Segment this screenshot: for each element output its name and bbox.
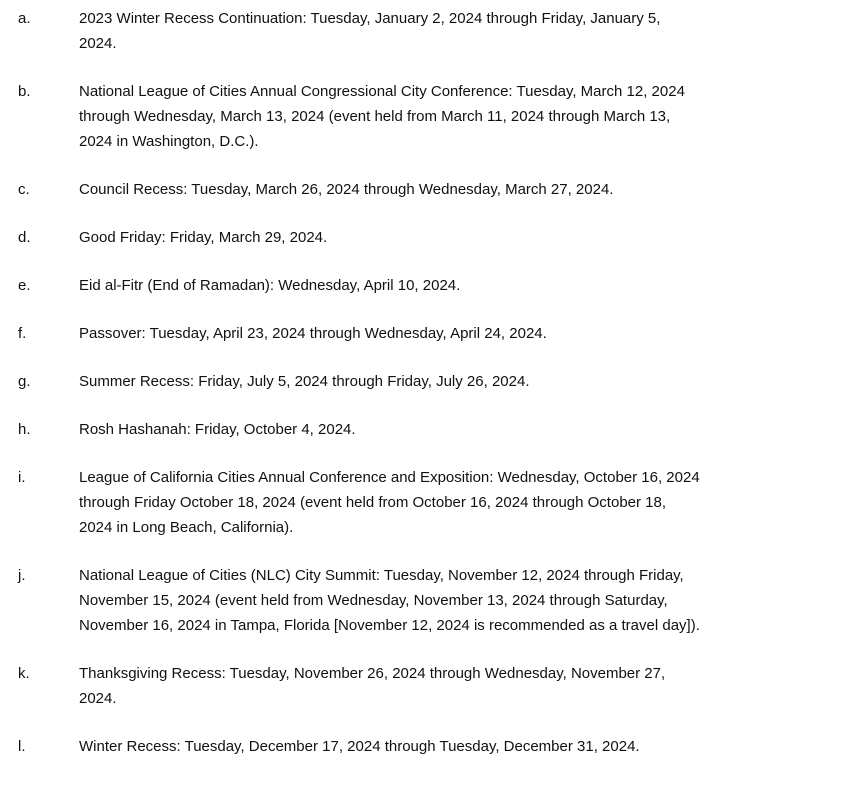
list-item-text xyxy=(79,177,850,202)
list-item-text xyxy=(79,321,850,346)
list-item-marker: k. xyxy=(18,665,30,682)
text-line: Thanksgiving Recess: Tuesday, November 26, 2024 through Wednesday, November 27, xyxy=(79,665,666,682)
list-item-text xyxy=(79,369,850,394)
list-item xyxy=(18,369,850,394)
text-line: Passover: Tuesday, April 23, 2024 through Wednesday, April 24, 2024. xyxy=(79,325,547,342)
list-item xyxy=(18,177,850,202)
list-item-marker: f. xyxy=(18,325,27,342)
list-item-text xyxy=(79,661,850,711)
list-item-marker: l. xyxy=(18,738,26,755)
list-item-text xyxy=(79,225,850,250)
list-item xyxy=(18,225,850,250)
text-line: League of California Cities Annual Conference and Exposition: Wednesday, October 16, 2024 xyxy=(79,469,700,486)
text-line: November 16, 2024 in Tampa, Florida [November 12, 2024 is recommended as a travel day]). xyxy=(79,617,700,634)
text-line: Winter Recess: Tuesday, December 17, 2024 through Tuesday, December 31, 2024. xyxy=(79,738,640,755)
text-line: Rosh Hashanah: Friday, October 4, 2024. xyxy=(79,421,356,438)
text-line: National League of Cities Annual Congressional City Conference: Tuesday, March 12, 2024 xyxy=(79,83,685,100)
text-line: Eid al-Fitr (End of Ramadan): Wednesday, April 10, 2024. xyxy=(79,277,461,294)
list-item-marker: i. xyxy=(18,469,26,486)
list-item-text xyxy=(79,417,850,442)
text-line: 2024 in Long Beach, California). xyxy=(79,519,294,536)
list-item-marker: b. xyxy=(18,83,31,100)
list-item xyxy=(18,563,850,638)
list-item xyxy=(18,661,850,711)
list-item xyxy=(18,79,850,154)
text-line: 2024. xyxy=(79,690,117,707)
list-item-text xyxy=(79,6,850,56)
text-line: National League of Cities (NLC) City Summit: Tuesday, November 12, 2024 through Friday, xyxy=(79,567,684,584)
text-line: Good Friday: Friday, March 29, 2024. xyxy=(79,229,328,246)
list-item-marker: e. xyxy=(18,277,31,294)
list-item-marker: h. xyxy=(18,421,31,438)
list-item-marker: a. xyxy=(18,10,31,27)
list-item-text xyxy=(79,734,850,759)
text-line: 2024 in Washington, D.C.). xyxy=(79,133,259,150)
list-item-marker: d. xyxy=(18,229,31,246)
list-item xyxy=(18,6,850,56)
list-item-text xyxy=(79,273,850,298)
list-item xyxy=(18,321,850,346)
list-item xyxy=(18,734,850,759)
text-line: through Friday October 18, 2024 (event held from October 16, 2024 through October 18, xyxy=(79,494,667,511)
text-line: November 15, 2024 (event held from Wednesday, November 13, 2024 through Saturday, xyxy=(79,592,668,609)
list-item xyxy=(18,273,850,298)
list-item xyxy=(18,417,850,442)
list-item xyxy=(18,465,850,540)
list-item-text xyxy=(79,563,850,638)
text-line: 2023 Winter Recess Continuation: Tuesday, January 2, 2024 through Friday, January 5, xyxy=(79,10,661,27)
list-item-text xyxy=(79,465,850,540)
text-line: through Wednesday, March 13, 2024 (event held from March 11, 2024 through March 13, xyxy=(79,108,671,125)
list-item-marker: g. xyxy=(18,373,31,390)
text-line: Summer Recess: Friday, July 5, 2024 through Friday, July 26, 2024. xyxy=(79,373,530,390)
list-item-marker: j. xyxy=(18,567,26,584)
list-item-text xyxy=(79,79,850,154)
text-line: 2024. xyxy=(79,35,117,52)
text-line: Council Recess: Tuesday, March 26, 2024 through Wednesday, March 27, 2024. xyxy=(79,181,614,198)
list-item-marker: c. xyxy=(18,181,30,198)
